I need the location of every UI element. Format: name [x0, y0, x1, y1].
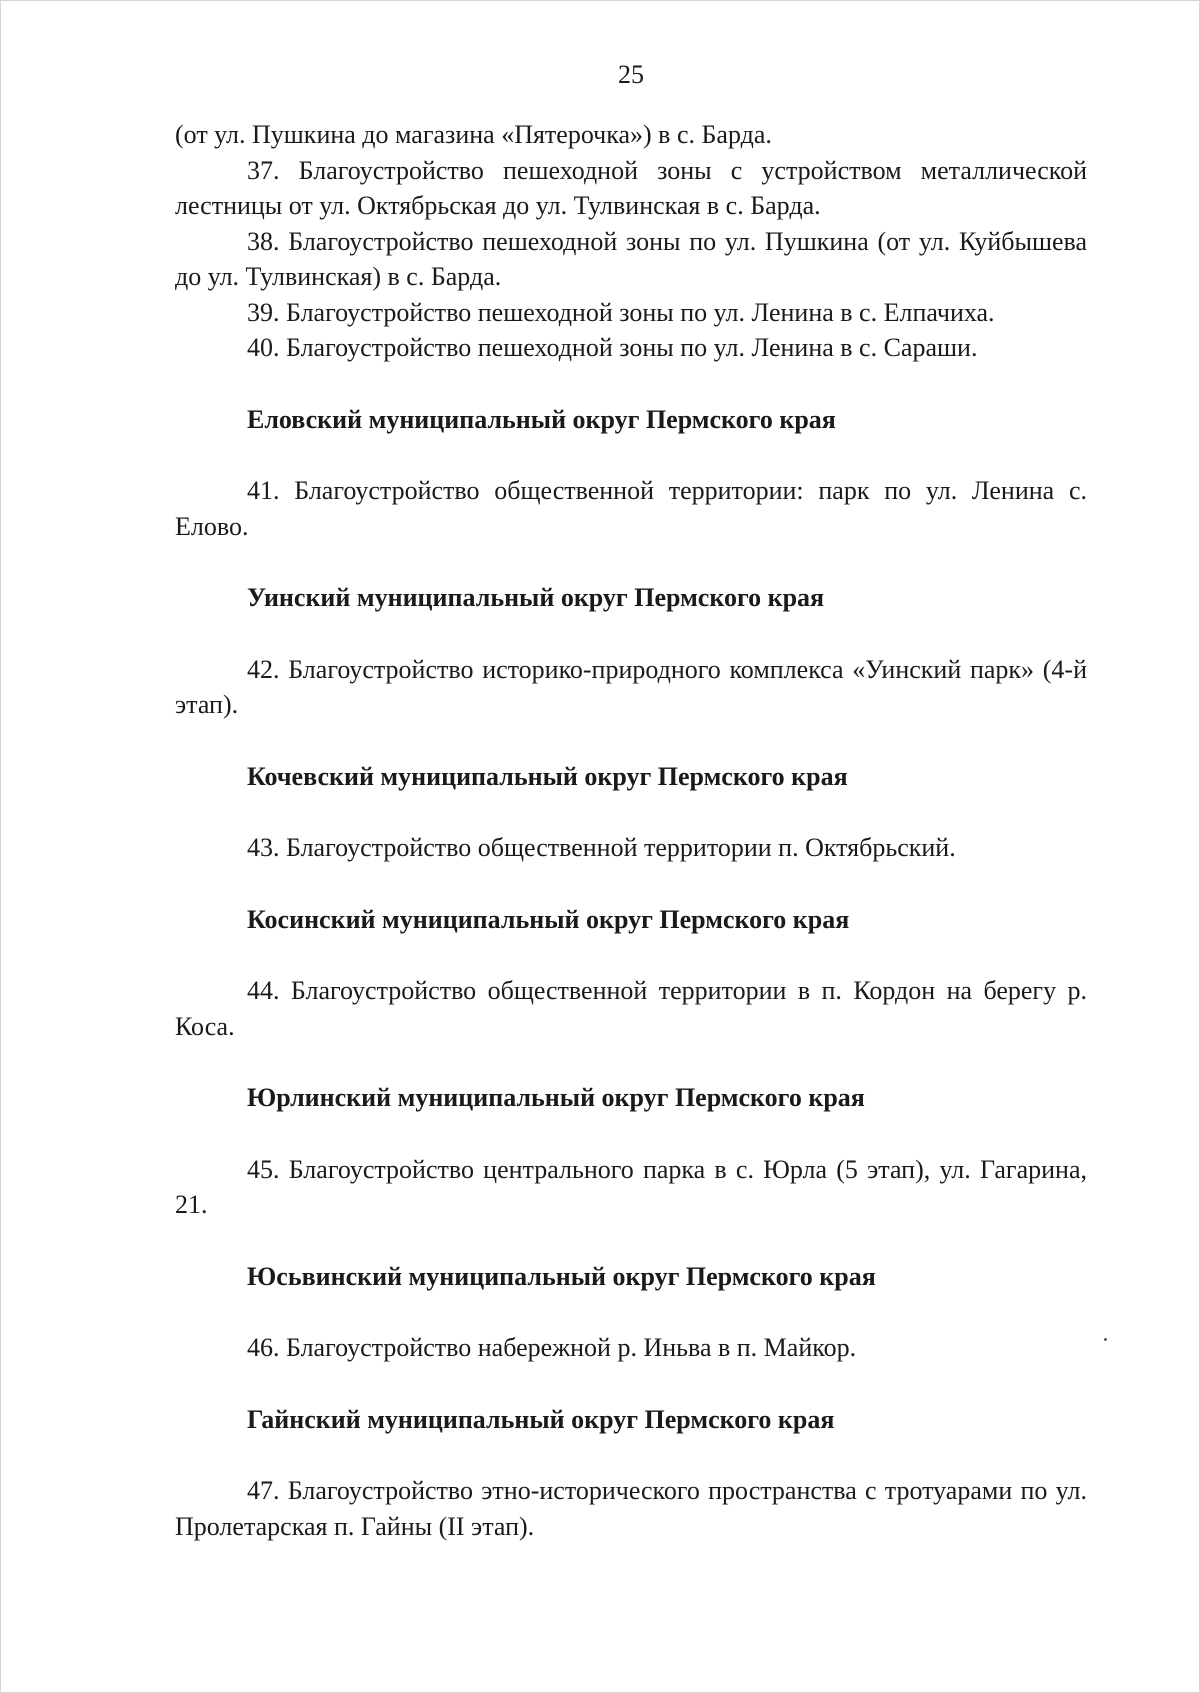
list-item-paragraph: 40. Благоустройство пешеходной зоны по ул. Ленина в с. Сараши. [247, 333, 978, 362]
section-heading: Юсьвинский муниципальный округ Пермского края [247, 1261, 876, 1291]
list-item-paragraph: 44. Благоустройство общественной территории в п. Кордон на берегу р. Коса. [175, 976, 1087, 1041]
section-spacer [175, 1294, 1087, 1330]
section-spacer [175, 866, 1087, 902]
section-spacer [175, 794, 1087, 830]
section-heading: Кочевский муниципальный округ Пермского края [247, 761, 848, 791]
section-spacer [175, 1366, 1087, 1402]
list-item-paragraph: 37. Благоустройство пешеходной зоны с устройством металлической лестницы от ул. Октябрьская до ул. Тулвинская в с. Барда. [175, 155, 1087, 220]
section-spacer [175, 437, 1087, 473]
section-spacer [175, 544, 1087, 580]
section-spacer [175, 1437, 1087, 1473]
section-heading: Гайнский муниципальный округ Пермского края [247, 1404, 835, 1434]
list-item-paragraph: 45. Благоустройство центрального парка в с. Юрла (5 этап), ул. Гагарина, 21. [175, 1154, 1087, 1219]
continuation-paragraph: (от ул. Пушкина до магазина «Пятерочка») в с. Барда. [175, 120, 772, 149]
list-item-paragraph: 39. Благоустройство пешеходной зоны по ул. Ленина в с. Елпачиха. [247, 297, 995, 327]
list-item-paragraph: 38. Благоустройство пешеходной зоны по ул. Пушкина (от ул. Куйбышева до ул. Тулвинская) в с. Барда. [175, 226, 1087, 291]
section-spacer [175, 723, 1087, 759]
section-heading: Юрлинский муниципальный округ Пермского края [247, 1083, 865, 1112]
scan-speck [1104, 1338, 1107, 1341]
section-spacer [175, 366, 1087, 402]
section-heading: Косинский муниципальный округ Пермского края [247, 904, 850, 934]
list-item-paragraph: 46. Благоустройство набережной р. Иньва в п. Майкор. [247, 1333, 857, 1362]
section-spacer [175, 937, 1087, 973]
section-spacer [175, 1223, 1087, 1259]
list-item-paragraph: 42. Благоустройство историко-природного комплекса «Уинский парк» (4-й этап). [175, 654, 1087, 719]
list-item-paragraph: 43. Благоустройство общественной территории п. Октябрьский. [247, 833, 956, 862]
section-heading: Еловский муниципальный округ Пермского края [247, 404, 836, 434]
list-item-paragraph: 47. Благоустройство этно-исторического пространства с тротуарами по ул. Пролетарская п. Гайны (II этап). [175, 1476, 1087, 1541]
section-spacer [175, 616, 1087, 652]
section-spacer [175, 1044, 1087, 1080]
list-item-paragraph: 41. Благоустройство общественной территории: парк по ул. Ленина с. Елово. [175, 476, 1087, 541]
section-spacer [175, 1116, 1087, 1152]
document-body [175, 117, 1087, 1544]
page-number: 25 [618, 60, 644, 89]
section-heading: Уинский муниципальный округ Пермского края [247, 583, 825, 612]
